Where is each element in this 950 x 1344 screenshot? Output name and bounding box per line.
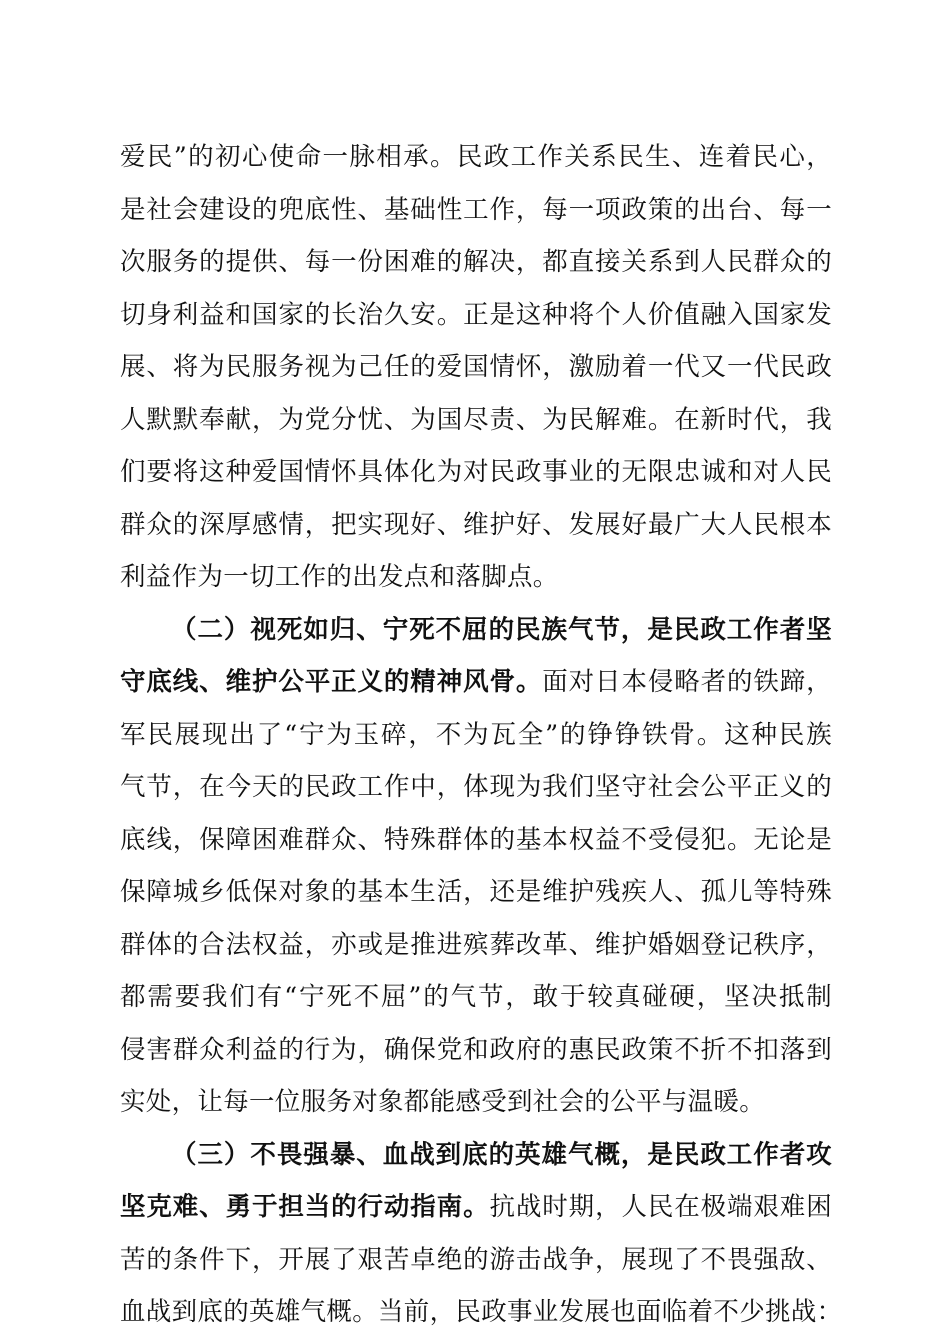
paragraph-2-heading-line-1: （二）视死如归、宁死不屈的民族气节，是民政工作者坚 bbox=[171, 614, 832, 645]
paragraph-1-line-1: 爱民”的初心使命一脉相承。民政工作关系民生、连着民心， bbox=[120, 142, 832, 172]
paragraph-1-line-3: 次服务的提供、每一份困难的解决，都直接关系到人民群众的 bbox=[120, 247, 832, 277]
paragraph-2-heading-line-2: 守底线、维护公平正义的精神风骨。 bbox=[120, 667, 543, 697]
paragraph-2-line-5: 底线，保障困难群众、特殊群体的基本权益不受侵犯。无论是 bbox=[120, 824, 832, 855]
document-body bbox=[120, 131, 843, 1339]
paragraph-1-line-4: 切身利益和国家的长治久安。正是这种将个人价值融入国家发 bbox=[120, 299, 832, 330]
paragraph-3-line-3: 苦的条件下，开展了艰苦卓绝的游击战争，展现了不畏强敌、 bbox=[120, 1244, 832, 1275]
paragraph-1-line-9: 利益作为一切工作的出发点和落脚点。 bbox=[120, 562, 559, 592]
paragraph-2-line-10: 实处，让每一位服务对象都能感受到社会的公平与温暖。 bbox=[120, 1087, 766, 1117]
paragraph-2-line-8: 都需要我们有“宁死不屈”的气节，敢于较真碰硬，坚决抵制 bbox=[120, 982, 832, 1012]
paragraph-3-line-4: 血战到底的英雄气概。当前，民政事业发展也面临着不少挑战： bbox=[120, 1297, 843, 1327]
paragraph-2-line-6: 保障城乡低保对象的基本生活，还是维护残疾人、孤儿等特殊 bbox=[120, 877, 832, 907]
paragraph-3-line-2-rest: 抗战时期，人民在极端艰难困 bbox=[489, 1192, 833, 1222]
paragraph-2-line-4: 气节，在今天的民政工作中，体现为我们坚守社会公平正义的 bbox=[120, 772, 832, 802]
paragraph-2-line-3: 军民展现出了“宁为玉碎，不为瓦全”的铮铮铁骨。这种民族 bbox=[120, 719, 832, 750]
paragraph-1-line-7: 们要将这种爱国情怀具体化为对民政事业的无限忠诚和对人民 bbox=[120, 457, 832, 487]
paragraph-3-line-2 bbox=[120, 1181, 832, 1234]
paragraph-2-line-7: 群体的合法权益，亦或是推进殡葬改革、维护婚姻登记秩序， bbox=[120, 929, 832, 960]
paragraph-1-line-5: 展、将为民服务视为己任的爱国情怀，激励着一代又一代民政 bbox=[120, 352, 832, 382]
paragraph-1-line-2: 是社会建设的兜底性、基础性工作，每一项政策的出台、每一 bbox=[120, 194, 832, 225]
paragraph-2-line-9: 侵害群众利益的行为，确保党和政府的惠民政策不折不扣落到 bbox=[120, 1034, 832, 1065]
paragraph-2-line-2-rest: 面对日本侵略者的铁蹄， bbox=[542, 667, 832, 697]
paragraph-3-heading-line-1: （三）不畏强暴、血战到底的英雄气概，是民政工作者攻 bbox=[171, 1139, 832, 1170]
paragraph-1-line-8: 群众的深厚感情，把实现好、维护好、发展好最广大人民根本 bbox=[120, 509, 832, 540]
paragraph-3-heading-line-2: 坚克难、勇于担当的行动指南。 bbox=[120, 1192, 490, 1222]
paragraph-2-line-2 bbox=[120, 656, 832, 709]
paragraph-1-line-6: 人默默奉献，为党分忧、为国尽责、为民解难。在新时代，我 bbox=[120, 404, 832, 435]
